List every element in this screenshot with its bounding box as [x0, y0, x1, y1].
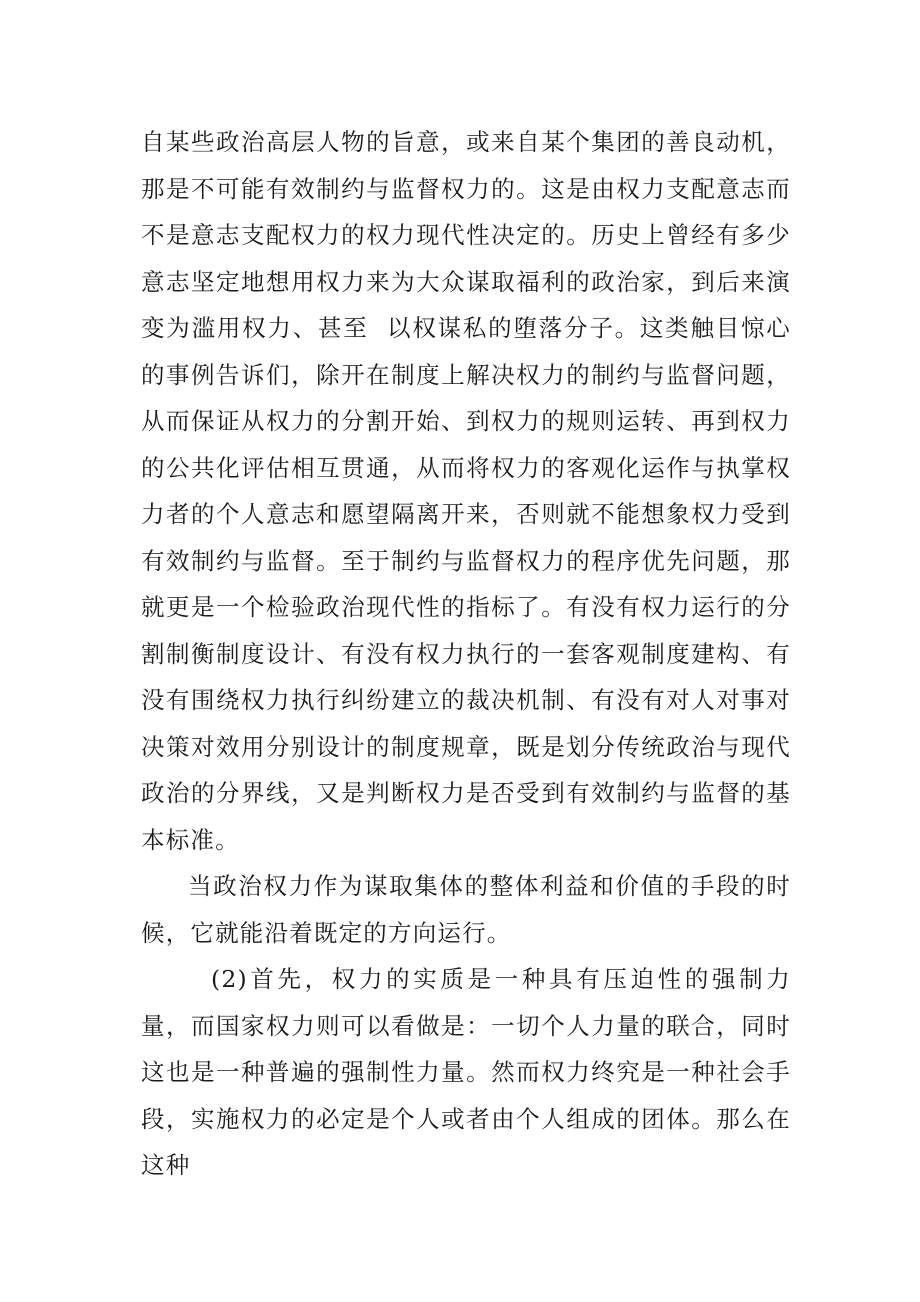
paragraph-continuation: 自某些政治高层人物的旨意，或来自某个集团的善良动机，那是不可能有效制约与监督权力的。这是由权力支配意志而不是意志支配权力的权力现代性决定的。历史上曾经有多少意志坚定地想用权力来为大众谋取福利的政治家，到后来演变为滥用权力、甚至 以权谋私的堕落分子。这类触目惊心的事例告诉们，除开在制度上解决权力的制约与监督问题，从而保证从权力的分割开始、到权力的规则运转、再到权力的公共化评估相互贯通，从而将权力的客观化运作与执掌权力者的个人意志和愿望隔离开来，否则就不能想象权力受到有效制约与监督。至于制约与监督权力的程序优先问题，那就更是一个检验政治现代性的指标了。有没有权力运行的分割制衡制度设计、有没有权力执行的一套客观制度建构、有没有围绕权力执行纠纷建立的裁决机制、有没有对人对事对决策对效用分别设计的制度规章，既是划分传统政治与现代政治的分界线，又是判断权力是否受到有效制约与监督的基本标准。 — [141, 128, 791, 854]
paragraph-point-2: (2)首先，权力的实质是一种具有压迫性的强制力量，而国家权力则可以看做是：一切个人力量的联合，同时这也是一种普遍的强制性力量。然而权力终究是一种社会手段，实施权力的必定是个人或者由个人组成的团体。那么在这种 — [141, 965, 791, 1179]
paragraph-political-power: 当政治权力作为谋取集体的整体利益和价值的手段的时候，它就能沿着既定的方向运行。 — [141, 872, 791, 947]
document-body — [141, 119, 791, 1189]
